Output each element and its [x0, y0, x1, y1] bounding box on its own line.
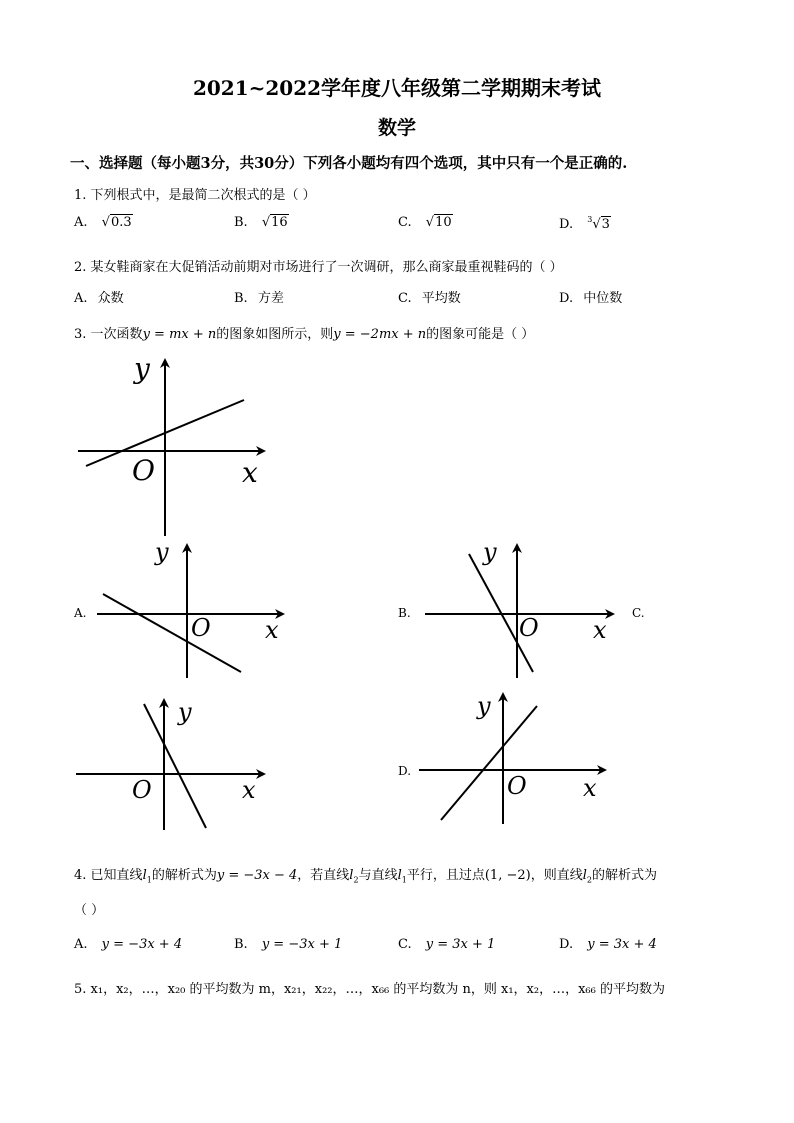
- line-subscript: 1: [401, 875, 407, 885]
- q1-option-a[interactable]: [74, 215, 133, 230]
- option-label: B.: [234, 215, 248, 230]
- option-equation: y = 3x + 4: [587, 937, 657, 952]
- question-4-paren: （ ）: [74, 903, 105, 918]
- line-symbol: l: [582, 868, 587, 883]
- question-text: 的解析式为: [151, 868, 217, 883]
- option-text: 方差: [257, 291, 284, 306]
- subject-title: 数学: [377, 117, 416, 139]
- radicand: 10: [435, 215, 452, 230]
- q3-option-d-label[interactable]: D.: [398, 764, 412, 778]
- q4-option-a[interactable]: [74, 937, 182, 952]
- line-subscript: 2: [586, 875, 592, 885]
- q3-option-b-label[interactable]: B.: [398, 606, 411, 620]
- q4-option-c[interactable]: [398, 937, 495, 952]
- y-axis-label: y: [155, 540, 169, 566]
- option-label: A.: [74, 291, 88, 306]
- q2-option-c[interactable]: [398, 287, 461, 306]
- origin-label: O: [132, 454, 155, 487]
- equation: y = mx + n: [142, 327, 217, 342]
- y-axis-label: y: [178, 698, 192, 726]
- q3-option-a-graph[interactable]: [95, 540, 290, 680]
- question-text: 的图象可能是（ ）: [426, 327, 535, 342]
- question-text: x₁，x₂，…，x₂₀ 的平均数为 m，x₂₁，x₂₂，…，x₆₆ 的平均数为 n，则 x₁，x₂，…，x₆₆ 的平均数为: [90, 982, 665, 997]
- q1-option-b[interactable]: [234, 215, 289, 230]
- option-label: A.: [74, 215, 88, 230]
- y-axis-label: y: [483, 540, 497, 566]
- question-4: [74, 864, 657, 885]
- option-label: C.: [398, 937, 412, 952]
- q3-option-b-graph[interactable]: [423, 540, 618, 680]
- graph-line: [103, 594, 241, 672]
- question-text: ，则直线: [530, 868, 583, 883]
- question-text: 的解析式为: [591, 868, 657, 883]
- option-label: C.: [398, 215, 412, 230]
- q3-option-a-label[interactable]: A.: [74, 606, 87, 620]
- x-axis-label: x: [265, 616, 279, 644]
- line-subscript: 2: [353, 875, 359, 885]
- equation: y = −3x − 4: [216, 868, 298, 883]
- q3-option-c-label[interactable]: C.: [632, 606, 645, 620]
- question-text: 已知直线: [90, 868, 143, 883]
- option-equation: y = −3x + 1: [261, 937, 343, 952]
- y-axis-label: y: [134, 352, 150, 385]
- question-text: 下列根式中，是最简二次根式的是（ ）: [90, 188, 316, 203]
- origin-label: O: [507, 772, 527, 800]
- q1-option-c[interactable]: [398, 215, 453, 230]
- radicand: 3: [601, 217, 610, 232]
- question-1: [74, 184, 316, 203]
- section-heading: 一、选择题（每小题3分，共30分）下列各小题均有四个选项，其中只有一个是正确的.: [70, 155, 628, 172]
- question-number: 5.: [74, 982, 87, 997]
- question-text: ，若直线: [297, 868, 350, 883]
- option-label: D.: [559, 291, 574, 306]
- question-text: 与直线: [358, 868, 398, 883]
- q4-option-b[interactable]: [234, 937, 342, 952]
- question-2: [74, 256, 563, 275]
- root-index: 3: [587, 215, 593, 224]
- q3-option-c-graph[interactable]: [72, 698, 272, 833]
- question-text: 平行，且过点: [406, 868, 485, 883]
- option-equation: y = −3x + 4: [101, 937, 183, 952]
- question-number: 3.: [74, 327, 87, 342]
- x-axis-label: x: [583, 774, 597, 802]
- q4-option-d[interactable]: [559, 937, 657, 952]
- q2-option-b[interactable]: [234, 287, 284, 306]
- y-axis-label: y: [477, 692, 491, 720]
- option-label: B.: [234, 291, 248, 306]
- origin-label: O: [132, 776, 152, 804]
- question-number: 4.: [74, 868, 87, 883]
- x-axis-label: x: [242, 456, 258, 489]
- option-text: 中位数: [583, 291, 623, 306]
- question-text: 一次函数: [90, 327, 143, 342]
- option-label: B.: [234, 937, 248, 952]
- page-title: 2021~2022学年度八年级第二学期期末考试: [192, 76, 602, 100]
- sqrt-icon: √: [261, 215, 271, 230]
- option-label: D.: [559, 217, 574, 232]
- origin-label: O: [519, 614, 539, 642]
- main-graph: [70, 350, 280, 540]
- question-number: 2.: [74, 260, 87, 275]
- graph-line: [144, 704, 206, 828]
- option-label: C.: [398, 291, 412, 306]
- x-axis-label: x: [242, 776, 256, 804]
- origin-label: O: [191, 614, 211, 642]
- q1-option-d[interactable]: [559, 215, 611, 232]
- question-text: 的图象如图所示，则: [216, 327, 334, 342]
- equation: y = −2mx + n: [333, 327, 427, 342]
- q2-option-a[interactable]: [74, 287, 124, 306]
- q3-option-d-graph[interactable]: [415, 690, 615, 825]
- line-symbol: l: [142, 868, 147, 883]
- option-text: 众数: [97, 291, 124, 306]
- option-equation: y = 3x + 1: [425, 937, 496, 952]
- question-number: 1.: [74, 188, 87, 203]
- question-text: 某女鞋商家在大促销活动前期对市场进行了一次调研，那么商家最重视鞋码的（ ）: [90, 260, 563, 275]
- line-symbol: l: [397, 868, 402, 883]
- option-text: 平均数: [421, 291, 461, 306]
- radicand: 0.3: [110, 215, 132, 230]
- question-5: [74, 978, 665, 997]
- option-label: A.: [74, 937, 88, 952]
- sqrt-icon: √: [425, 215, 435, 230]
- sqrt-icon: √: [592, 217, 601, 232]
- question-3: [74, 323, 534, 342]
- sqrt-icon: √: [101, 215, 110, 230]
- graph-line: [441, 706, 537, 820]
- radicand: 16: [271, 215, 288, 230]
- line-subscript: 1: [146, 875, 152, 885]
- line-symbol: l: [349, 868, 354, 883]
- x-axis-label: x: [593, 616, 607, 644]
- q2-option-d[interactable]: [559, 287, 622, 306]
- option-label: D.: [559, 937, 574, 952]
- point: (1, −2): [484, 868, 531, 883]
